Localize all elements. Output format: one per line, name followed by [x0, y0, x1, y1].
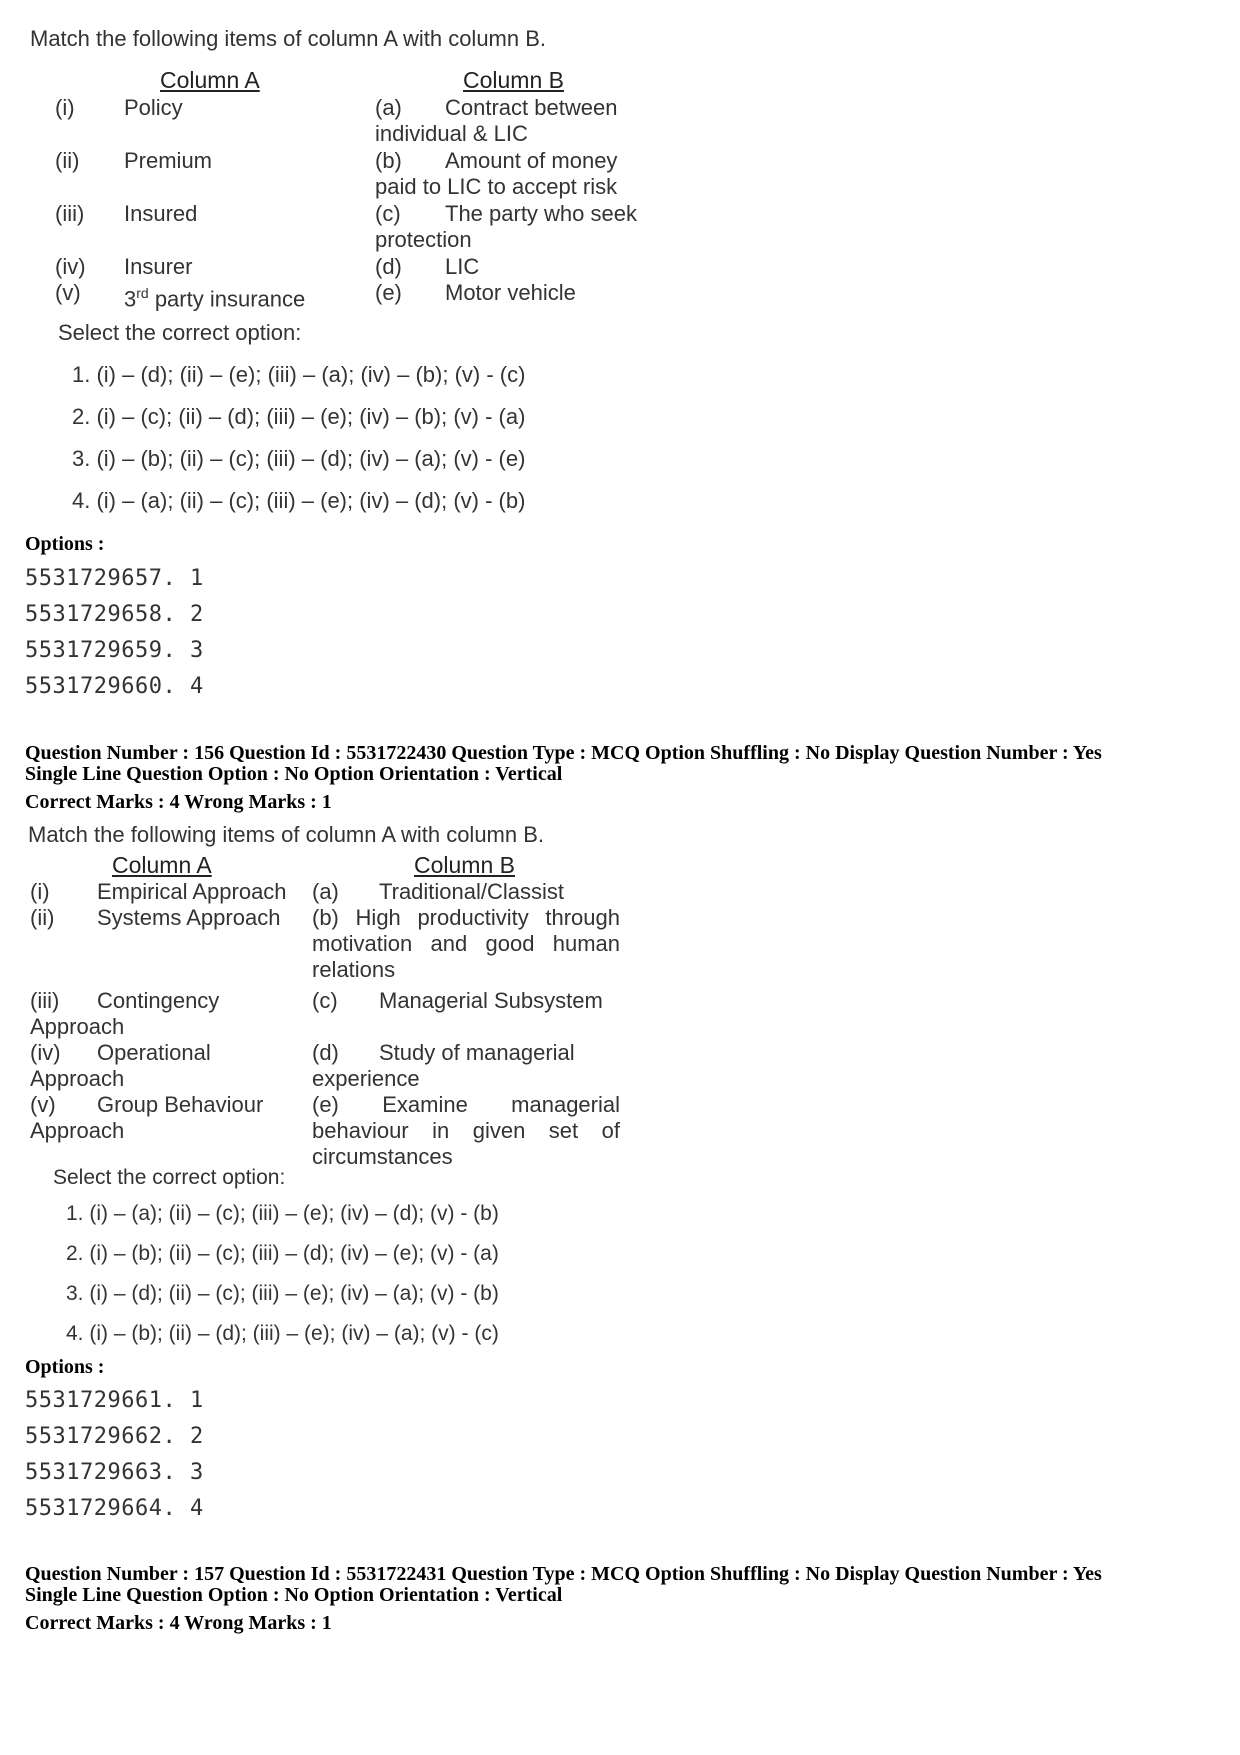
column-b-item-cont: individual & LIC — [375, 121, 528, 146]
column-b-item: Contract between — [445, 95, 618, 120]
column-b-key: (d) — [375, 254, 402, 279]
column-a-item: Operational — [97, 1040, 211, 1065]
question-instruction: Match the following items of column A with column B. — [30, 26, 547, 51]
column-a-item: Insured — [124, 201, 198, 226]
row-num: (ii) — [55, 148, 80, 173]
column-b-item-cont: experience — [312, 1066, 420, 1091]
column-b-key: (a) — [375, 95, 402, 120]
select-option-label: Select the correct option: — [58, 320, 302, 345]
column-a-item: Insurer — [124, 254, 193, 279]
choice-4: 4. (i) – (b); (ii) – (d); (iii) – (e); (iv) – (a); (v) - (c) — [66, 1322, 499, 1345]
column-a-item: Contingency — [97, 988, 220, 1013]
question-meta-line2: Single Line Question Option : No Option Orientation : Vertical — [25, 763, 563, 785]
question-marks: Correct Marks : 4 Wrong Marks : 1 — [25, 791, 332, 813]
choice-2: 2. (i) – (b); (ii) – (c); (iii) – (d); (iv) – (e); (v) - (a) — [66, 1242, 499, 1265]
option-id[interactable]: 5531729664. 4 — [25, 1496, 204, 1521]
row-num: (iv) — [55, 254, 86, 279]
choice-1: 1. (i) – (d); (ii) – (e); (iii) – (a); (iv) – (b); (v) - (c) — [72, 362, 526, 387]
column-b-item: Traditional/Classist — [379, 879, 565, 904]
column-b-item: LIC — [445, 254, 480, 279]
option-id[interactable]: 5531729661. 1 — [25, 1388, 204, 1413]
option-id[interactable]: 5531729658. 2 — [25, 602, 204, 627]
column-b-item: Motor vehicle — [445, 280, 576, 305]
option-id[interactable]: 5531729662. 2 — [25, 1424, 204, 1449]
row-num: (v) — [55, 280, 81, 305]
column-a-header: Column A — [160, 67, 260, 93]
question-meta-line2: Single Line Question Option : No Option Orientation : Vertical — [25, 1584, 563, 1606]
choice-1: 1. (i) – (a); (ii) – (c); (iii) – (e); (iv) – (d); (v) - (b) — [66, 1202, 499, 1225]
column-b-item: Managerial Subsystem — [379, 988, 603, 1013]
option-id[interactable]: 5531729663. 3 — [25, 1460, 204, 1485]
row-num: (i) — [30, 879, 50, 904]
column-b-item: Amount of money — [445, 148, 618, 173]
choice-3: 3. (i) – (d); (ii) – (c); (iii) – (e); (iv) – (a); (v) - (b) — [66, 1282, 499, 1305]
column-a-item-cont: Approach — [30, 1066, 125, 1091]
column-b-item: The party who seek — [445, 201, 637, 226]
row-num: (ii) — [30, 905, 55, 930]
column-b-header: Column B — [414, 852, 515, 878]
option-id[interactable]: 5531729659. 3 — [25, 638, 204, 663]
column-a-item: Empirical Approach — [97, 879, 287, 904]
row-num: (iii) — [30, 988, 60, 1013]
option-id[interactable]: 5531729660. 4 — [25, 674, 204, 699]
column-b-key: (e) — [375, 280, 402, 305]
column-a-item: 3rd party insurance — [124, 285, 306, 312]
option-id[interactable]: 5531729657. 1 — [25, 566, 204, 591]
column-b-item-cont: protection — [375, 227, 472, 252]
column-b-item: (b) High productivity through motivation and good human relations — [312, 905, 620, 982]
options-label: Options : — [25, 1356, 105, 1378]
question-meta-line1: Question Number : 157 Question Id : 5531722431 Question Type : MCQ Option Shuffling : No Display Question Number : Yes — [25, 1563, 1102, 1585]
column-b-key: (b) — [375, 148, 402, 173]
question-marks: Correct Marks : 4 Wrong Marks : 1 — [25, 1612, 332, 1634]
column-b-item-cont: paid to LIC to accept risk — [375, 174, 618, 199]
column-b-key: (c) — [375, 201, 401, 226]
row-num: (iii) — [55, 201, 85, 226]
column-a-item-cont: Approach — [30, 1118, 125, 1143]
question-meta-line1: Question Number : 156 Question Id : 5531722430 Question Type : MCQ Option Shuffling : No Display Question Number : Yes — [25, 742, 1102, 764]
choice-2: 2. (i) – (c); (ii) – (d); (iii) – (e); (iv) – (b); (v) - (a) — [72, 404, 526, 429]
options-label: Options : — [25, 533, 105, 555]
column-b-key: (a) — [312, 879, 339, 904]
column-a-header: Column A — [112, 852, 212, 878]
row-num: (iv) — [30, 1040, 61, 1065]
column-a-item: Systems Approach — [97, 905, 281, 930]
choice-3: 3. (i) – (b); (ii) – (c); (iii) – (d); (iv) – (a); (v) - (e) — [72, 446, 526, 471]
question-instruction: Match the following items of column A with column B. — [28, 822, 545, 847]
row-num: (i) — [55, 95, 75, 120]
column-b-key: (d) — [312, 1040, 339, 1065]
column-b-item: (e) Examine managerial behaviour in given set of circumstances — [312, 1092, 620, 1169]
row-num: (v) — [30, 1092, 56, 1117]
column-a-item: Premium — [124, 148, 213, 173]
column-b-header: Column B — [463, 67, 564, 93]
column-b-key: (c) — [312, 988, 338, 1013]
choice-4: 4. (i) – (a); (ii) – (c); (iii) – (e); (iv) – (d); (v) - (b) — [72, 488, 526, 513]
select-option-label: Select the correct option: — [53, 1166, 286, 1189]
column-b-item: Study of managerial — [379, 1040, 575, 1065]
column-a-item-cont: Approach — [30, 1014, 125, 1039]
column-a-item: Policy — [124, 95, 183, 120]
column-a-item: Group Behaviour — [97, 1092, 264, 1117]
